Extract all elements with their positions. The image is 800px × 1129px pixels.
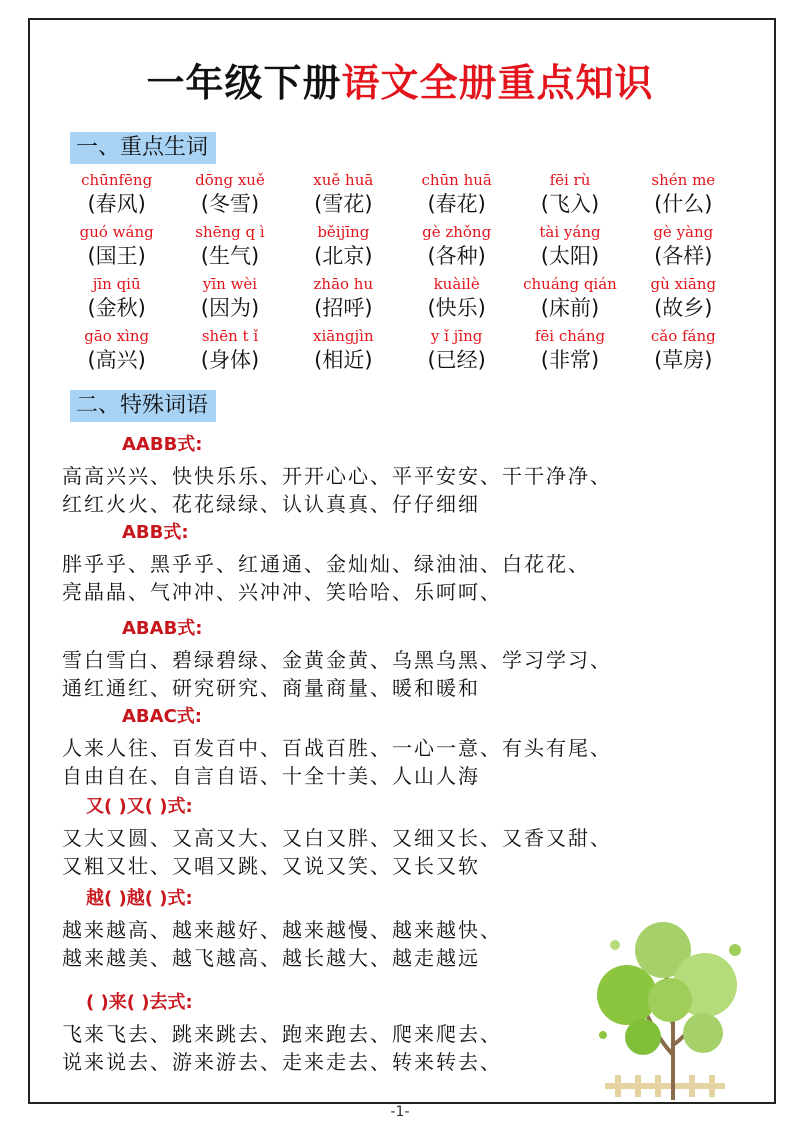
pattern-words-line: 通红通红、研究研究、商量商量、暖和暖和: [62, 676, 480, 700]
pattern-label: 越( )越( )式:: [86, 888, 193, 909]
vocab-word: (快乐): [427, 296, 486, 320]
vocab-item: [627, 326, 740, 378]
vocab-word: (冬雪): [200, 192, 260, 216]
pattern-words-line: 又大又圆、又高又大、又白又胖、又细又长、又香又甜、: [62, 826, 612, 850]
vocab-word: (北京): [314, 244, 373, 268]
vocab-pinyin: fēi rù: [549, 171, 591, 189]
pattern-words-line: 飞来飞去、跳来跳去、跑来跑去、爬来爬去、: [62, 1022, 502, 1046]
pattern-words-line: 亮晶晶、气冲冲、兴冲冲、笑哈哈、乐呵呵、: [62, 580, 502, 604]
vocab-item: [627, 170, 740, 222]
vocab-word: (故乡): [654, 296, 713, 320]
vocab-item: [513, 274, 626, 326]
vocab-pinyin: gè yàng: [653, 223, 714, 241]
vocab-item: [400, 222, 513, 274]
vocab-pinyin: chūnfēng: [81, 171, 153, 189]
vocab-word: (春风): [87, 192, 146, 216]
pattern-words-line: 人来人往、百发百中、百战百胜、一心一意、有头有尾、: [62, 736, 612, 760]
pattern-words-line: 自由自在、自言自语、十全十美、人山人海: [62, 764, 480, 788]
vocab-pinyin: zhāo hu: [313, 275, 374, 293]
vocab-row: [60, 274, 740, 326]
vocab-item: [400, 170, 513, 222]
pattern-label: ABAC式:: [122, 706, 202, 727]
vocab-word: (高兴): [87, 348, 146, 372]
vocab-item: [60, 222, 173, 274]
vocab-item: [173, 170, 286, 222]
vocab-item: [287, 222, 400, 274]
vocab-pinyin: gāo xìng: [84, 327, 150, 345]
vocab-pinyin: shēng q ì: [195, 223, 265, 241]
vocab-word: (招呼): [314, 296, 373, 320]
vocab-pinyin: chuáng qián: [523, 275, 617, 293]
vocab-row: [60, 170, 740, 222]
vocab-word: (生气): [200, 244, 260, 268]
vocab-item: [287, 326, 400, 378]
vocab-pinyin: shén me: [651, 171, 716, 189]
title-part-grade: 一年级下册: [146, 61, 342, 105]
section-heading-key-words: 一、重点生词: [70, 132, 216, 164]
vocab-item: [627, 222, 740, 274]
vocab-word: (国王): [87, 244, 146, 268]
vocab-item: [60, 274, 173, 326]
vocab-word: (相近): [314, 348, 373, 372]
page-number: -1-: [390, 1104, 410, 1120]
vocab-pinyin: jīn qiū: [92, 275, 141, 293]
vocab-item: [287, 274, 400, 326]
pattern-words-line: 红红火火、花花绿绿、认认真真、仔仔细细: [62, 492, 480, 516]
page-title: [0, 52, 800, 107]
section-heading-special-words: 二、特殊词语: [70, 390, 216, 422]
vocab-word: (各种): [427, 244, 486, 268]
pattern-label: AABB式:: [122, 434, 203, 455]
vocab-pinyin: kuàilè: [433, 275, 480, 293]
vocab-pinyin: gù xiāng: [650, 275, 717, 293]
vocab-word: (春花): [427, 192, 486, 216]
vocab-item: [627, 274, 740, 326]
title-part-subject: 语文全册重点知识: [341, 61, 654, 105]
vocab-word: (草房): [654, 348, 713, 372]
vocab-item: [400, 326, 513, 378]
pattern-words-line: 越来越高、越来越好、越来越慢、越来越快、: [62, 918, 502, 942]
vocab-pinyin: cǎo fáng: [650, 327, 716, 345]
vocab-item: [60, 170, 173, 222]
vocab-pinyin: yīn wèi: [202, 275, 258, 293]
vocab-word: (雪花): [314, 192, 373, 216]
pattern-words-line: 越来越美、越飞越高、越长越大、越走越远: [62, 946, 480, 970]
vocab-item: [173, 222, 286, 274]
vocab-item: [173, 326, 286, 378]
vocab-word: (各样): [654, 244, 713, 268]
vocab-row: [60, 326, 740, 378]
vocab-word: (已经): [427, 348, 486, 372]
vocab-pinyin: běijīng: [317, 223, 370, 241]
vocab-word: (什么): [654, 192, 713, 216]
vocab-word: (飞入): [540, 192, 600, 216]
vocab-pinyin: tài yáng: [539, 223, 601, 241]
pattern-words-line: 雪白雪白、碧绿碧绿、金黄金黄、乌黑乌黑、学习学习、: [62, 648, 612, 672]
vocab-pinyin: shēn t ǐ: [201, 327, 259, 345]
vocab-item: [400, 274, 513, 326]
vocab-word: (金秋): [87, 296, 146, 320]
vocab-item: [173, 274, 286, 326]
vocab-word: (因为): [200, 296, 260, 320]
vocab-pinyin: y ǐ jīng: [430, 327, 483, 345]
pattern-label: ( )来( )去式:: [86, 992, 193, 1013]
vocab-grid: [60, 170, 740, 378]
pattern-label: 又( )又( )式:: [86, 796, 193, 817]
pattern-words-line: 又粗又壮、又唱又跳、又说又笑、又长又软: [62, 854, 480, 878]
vocab-item: [513, 170, 626, 222]
pattern-label: ABB式:: [122, 522, 189, 543]
pattern-words-line: 高高兴兴、快快乐乐、开开心心、平平安安、干干净净、: [62, 464, 612, 488]
pattern-words-line: 胖乎乎、黑乎乎、红通通、金灿灿、绿油油、白花花、: [62, 552, 590, 576]
vocab-pinyin: gè zhǒng: [422, 223, 492, 241]
vocab-pinyin: chūn huā: [421, 171, 492, 189]
vocab-pinyin: xuě huā: [313, 171, 374, 189]
vocab-pinyin: guó wáng: [79, 223, 154, 241]
vocab-pinyin: xiāngjìn: [313, 327, 374, 345]
vocab-word: (身体): [200, 348, 260, 372]
vocab-pinyin: fēi cháng: [534, 327, 606, 345]
tree-icon: [585, 905, 755, 1105]
vocab-item: [60, 326, 173, 378]
vocab-word: (非常): [540, 348, 600, 372]
vocab-word: (床前): [540, 296, 600, 320]
vocab-item: [513, 326, 626, 378]
pattern-words-line: 说来说去、游来游去、走来走去、转来转去、: [62, 1050, 502, 1074]
vocab-word: (太阳): [540, 244, 600, 268]
pattern-label: ABAB式:: [122, 618, 203, 639]
vocab-item: [513, 222, 626, 274]
vocab-row: [60, 222, 740, 274]
vocab-item: [287, 170, 400, 222]
vocab-pinyin: dōng xuě: [195, 171, 265, 189]
